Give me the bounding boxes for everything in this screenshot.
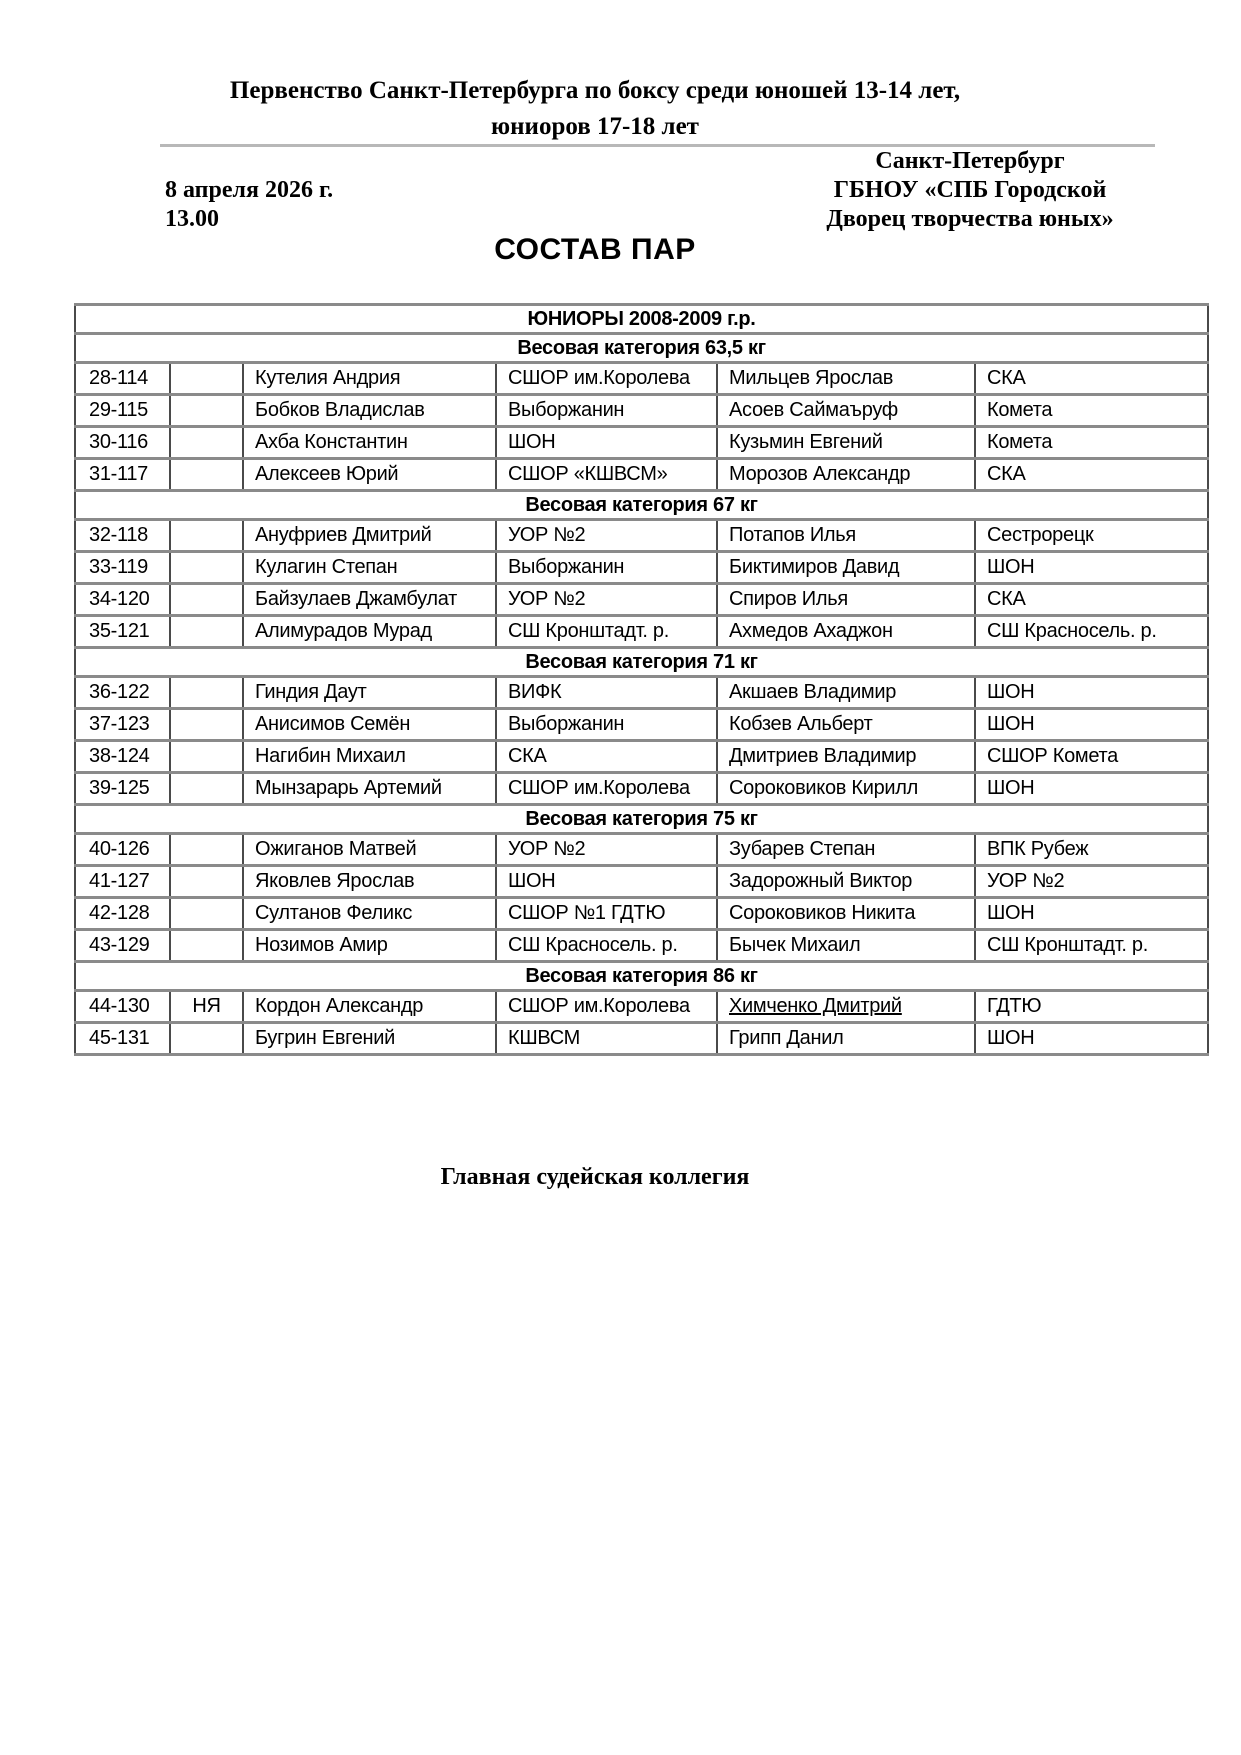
pair-row [75,552,1208,584]
note-cell [170,363,243,395]
red-boxer-club-cell: СШОР им.Королева [496,773,717,805]
blue-boxer-name-cell: Кузьмин Евгений [717,427,975,459]
blue-boxer-club-cell: ШОН [975,773,1208,805]
document-subtitle: СОСТАВ ПАР [494,233,696,266]
weight-category-title: Весовая категория 63,5 кг [75,334,1208,363]
pair-row [75,709,1208,741]
red-boxer-name-cell: Анисимов Семён [243,709,496,741]
page-title [0,73,1190,145]
blue-boxer-name-cell: Зубарев Степан [717,834,975,866]
pair-number-cell: 41-127 [75,866,170,898]
blue-boxer-name-cell: Дмитриев Владимир [717,741,975,773]
blue-boxer-club-cell: Сестрорецк [975,520,1208,552]
footer-text: Главная судейская коллегия [440,1164,750,1190]
pair-number-cell: 42-128 [75,898,170,930]
pair-row [75,520,1208,552]
red-boxer-name-cell: Кулагин Степан [243,552,496,584]
pair-number-cell: 30-116 [75,427,170,459]
weight-category-title: Весовая категория 75 кг [75,805,1208,834]
blue-boxer-name-cell: Спиров Илья [717,584,975,616]
blue-boxer-club-cell: СКА [975,363,1208,395]
section-title-row [75,648,1208,677]
weight-category-title: Весовая категория 86 кг [75,962,1208,991]
pair-row [75,616,1208,648]
blue-boxer-name-cell: Мильцев Ярослав [717,363,975,395]
pair-row [75,677,1208,709]
blue-boxer-name-cell: Потапов Илья [717,520,975,552]
blue-boxer-name-cell: Биктимиров Давид [717,552,975,584]
pair-row [75,584,1208,616]
red-boxer-name-cell: Нагибин Михаил [243,741,496,773]
note-cell [170,1023,243,1055]
event-date: 8 апреля 2026 г. [165,177,334,203]
pair-number-cell: 31-117 [75,459,170,491]
red-boxer-name-cell: Кордон Александр [243,991,496,1023]
weight-category-title: Весовая категория 67 кг [75,491,1208,520]
blue-boxer-name-cell [717,991,975,1023]
pair-row [75,395,1208,427]
red-boxer-name-cell: Кутелия Андрия [243,363,496,395]
blue-boxer-name-cell: Ахмедов Ахаджон [717,616,975,648]
red-boxer-name-cell: Ануфриев Дмитрий [243,520,496,552]
note-cell [170,459,243,491]
pair-row [75,991,1208,1023]
blue-boxer-club-cell: СКА [975,584,1208,616]
blue-boxer-name-cell: Грипп Данил [717,1023,975,1055]
blue-boxer-club-cell: ШОН [975,552,1208,584]
blue-boxer-club-cell: СШ Красносель. р. [975,616,1208,648]
venue-name-line1: ГБНОУ «СПБ Городской [833,177,1107,203]
red-boxer-club-cell: СШОР им.Королева [496,991,717,1023]
pair-number-cell: 40-126 [75,834,170,866]
note-cell [170,584,243,616]
red-boxer-club-cell: ШОН [496,866,717,898]
red-boxer-name-cell: Нозимов Амир [243,930,496,962]
pair-number-cell: 34-120 [75,584,170,616]
red-boxer-club-cell: Выборжанин [496,395,717,427]
note-cell [170,616,243,648]
note-cell [170,709,243,741]
red-boxer-club-cell: Выборжанин [496,709,717,741]
red-boxer-club-cell: СШ Кронштадт. р. [496,616,717,648]
pair-number-cell: 45-131 [75,1023,170,1055]
blue-boxer-name-cell: Сороковиков Никита [717,898,975,930]
pair-number-cell: 39-125 [75,773,170,805]
red-boxer-club-cell: Выборжанин [496,552,717,584]
pair-row [75,834,1208,866]
note-cell [170,866,243,898]
pair-number-cell: 36-122 [75,677,170,709]
venue-city: Санкт-Петербург [875,148,1065,174]
pair-row [75,741,1208,773]
date-time-block [165,176,485,234]
note-cell: НЯ [170,991,243,1023]
red-boxer-name-cell: Яковлев Ярослав [243,866,496,898]
pair-number-cell: 37-123 [75,709,170,741]
red-boxer-name-cell: Байзулаев Джамбулат [243,584,496,616]
pair-row [75,898,1208,930]
blue-boxer-club-cell: ВПК Рубеж [975,834,1208,866]
red-boxer-club-cell: СКА [496,741,717,773]
red-boxer-name-cell: Ожиганов Матвей [243,834,496,866]
weight-category-title: Весовая категория 71 кг [75,648,1208,677]
blue-boxer-club-cell: СШ Кронштадт. р. [975,930,1208,962]
pair-row [75,363,1208,395]
red-boxer-club-cell: УОР №2 [496,520,717,552]
pair-number-cell: 33-119 [75,552,170,584]
red-boxer-club-cell: КШВСМ [496,1023,717,1055]
note-cell [170,930,243,962]
note-cell [170,741,243,773]
red-boxer-club-cell: УОР №2 [496,834,717,866]
blue-boxer-name-cell: Морозов Александр [717,459,975,491]
page-title-line2: юниоров 17-18 лет [491,113,699,140]
pairs-table [74,303,1209,1056]
pair-number-cell: 29-115 [75,395,170,427]
blue-boxer-club-cell: УОР №2 [975,866,1208,898]
note-cell [170,552,243,584]
blue-boxer-name-underlined: Химченко Дмитрий [729,995,902,1017]
venue-block [812,147,1128,234]
blue-boxer-club-cell: СКА [975,459,1208,491]
blue-boxer-club-cell: СШОР Комета [975,741,1208,773]
pair-number-cell: 43-129 [75,930,170,962]
blue-boxer-club-cell: ШОН [975,709,1208,741]
pair-number-cell: 35-121 [75,616,170,648]
blue-boxer-name-cell: Асоев Саймаъруф [717,395,975,427]
red-boxer-name-cell: Гиндия Даут [243,677,496,709]
pair-number-cell: 44-130 [75,991,170,1023]
red-boxer-name-cell: Ахба Константин [243,427,496,459]
note-cell [170,834,243,866]
blue-boxer-club-cell: ШОН [975,898,1208,930]
red-boxer-club-cell: ВИФК [496,677,717,709]
pair-number-cell: 28-114 [75,363,170,395]
blue-boxer-name-cell: Бычек Михаил [717,930,975,962]
red-boxer-name-cell: Алимурадов Мурад [243,616,496,648]
red-boxer-club-cell: СШ Красносель. р. [496,930,717,962]
blue-boxer-name-cell: Задорожный Виктор [717,866,975,898]
pair-row [75,1023,1208,1055]
blue-boxer-club-cell: ШОН [975,677,1208,709]
pair-row [75,773,1208,805]
note-cell [170,677,243,709]
blue-boxer-name-cell: Акшаев Владимир [717,677,975,709]
pair-row [75,866,1208,898]
blue-boxer-name-cell: Кобзев Альберт [717,709,975,741]
blue-boxer-club-cell: ГДТЮ [975,991,1208,1023]
group-title-row [75,305,1208,334]
pair-number-cell: 32-118 [75,520,170,552]
pair-row [75,930,1208,962]
pair-row [75,427,1208,459]
group-title: ЮНИОРЫ 2008-2009 г.р. [75,305,1208,334]
blue-boxer-name-cell: Сороковиков Кирилл [717,773,975,805]
venue-name-line2: Дворец творчества юных» [826,206,1114,232]
red-boxer-name-cell: Мынзарарь Артемий [243,773,496,805]
note-cell [170,520,243,552]
section-title-row [75,805,1208,834]
note-cell [170,773,243,805]
red-boxer-club-cell: СШОР им.Королева [496,363,717,395]
red-boxer-club-cell: ШОН [496,427,717,459]
pair-number-cell: 38-124 [75,741,170,773]
red-boxer-name-cell: Бугрин Евгений [243,1023,496,1055]
page-title-line1: Первенство Санкт-Петербурга по боксу среди юношей 13-14 лет, [229,77,961,104]
pair-row [75,459,1208,491]
red-boxer-club-cell: СШОР №1 ГДТЮ [496,898,717,930]
red-boxer-name-cell: Бобков Владислав [243,395,496,427]
note-cell [170,427,243,459]
section-title-row [75,334,1208,363]
note-cell [170,395,243,427]
red-boxer-name-cell: Алексеев Юрий [243,459,496,491]
section-title-row [75,962,1208,991]
section-title-row [75,491,1208,520]
event-time: 13.00 [165,206,219,232]
red-boxer-club-cell: УОР №2 [496,584,717,616]
blue-boxer-club-cell: ШОН [975,1023,1208,1055]
note-cell [170,898,243,930]
blue-boxer-club-cell: Комета [975,395,1208,427]
red-boxer-club-cell: СШОР «КШВСМ» [496,459,717,491]
blue-boxer-club-cell: Комета [975,427,1208,459]
red-boxer-name-cell: Султанов Феликс [243,898,496,930]
